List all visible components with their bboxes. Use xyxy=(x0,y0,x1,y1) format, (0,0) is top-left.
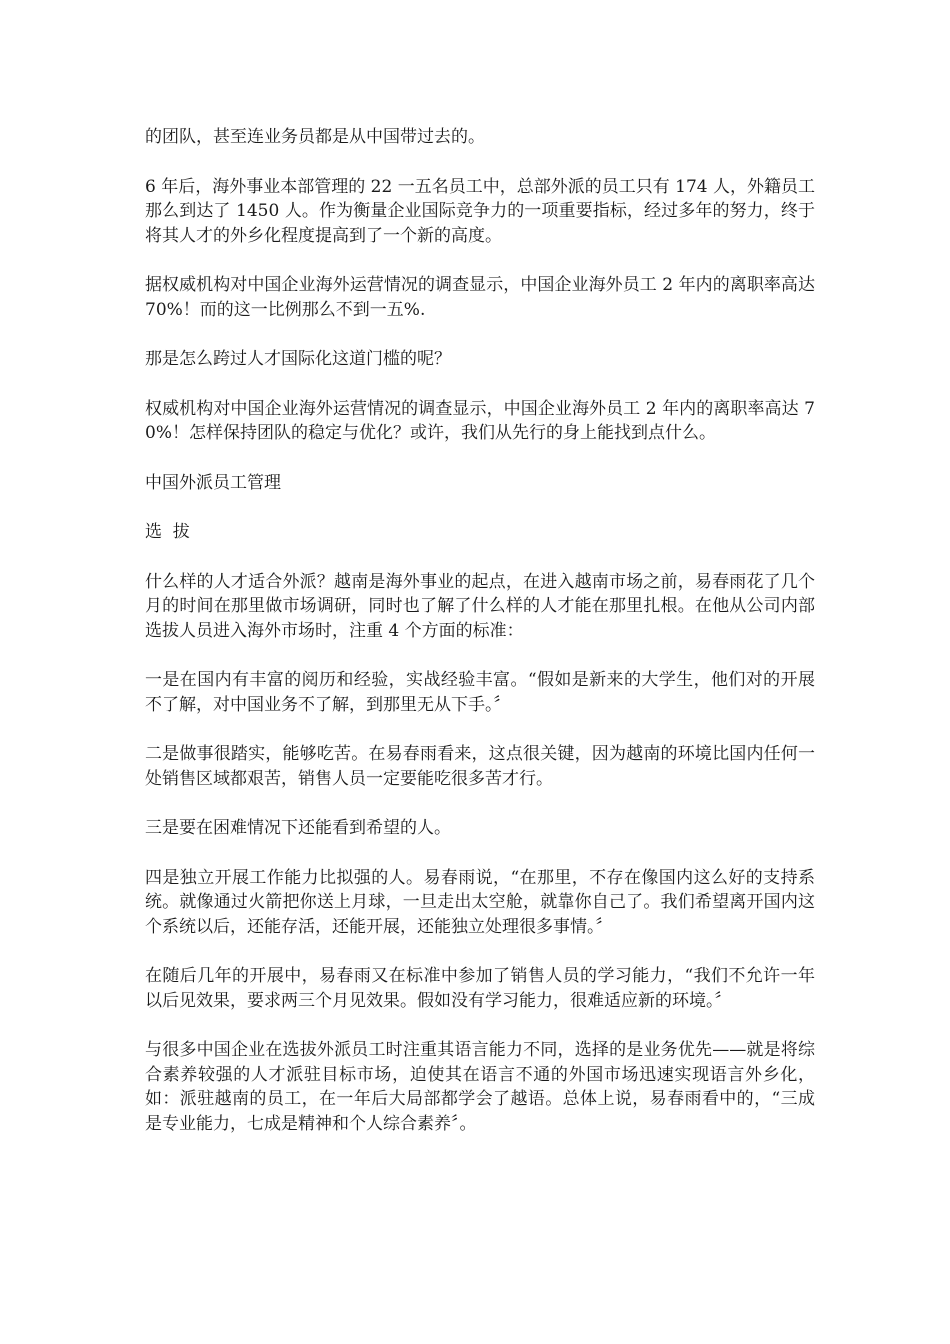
paragraph-team-origin: 的团队，甚至连业务员都是从中国带过去的。 xyxy=(145,127,485,147)
paragraph-team-stability: 权威机构对中国企业海外运营情况的调查显示，中国企业海外员工 2 年内的离职率高达 70%！怎样保持团队的稳定与优化？或许，我们从先行的身上能找到点什么。 xyxy=(145,398,815,443)
paragraph-question: 那是怎么跨过人才国际化这道门槛的呢？ xyxy=(145,349,451,369)
subsection-heading-selection: 选 拔 xyxy=(145,522,190,542)
paragraph-turnover-survey: 据权威机构对中国企业海外运营情况的调查显示，中国企业海外员工 2 年内的离职率高达 70%！而的这一比例那么不到一五%. xyxy=(145,275,815,320)
paragraph-staff-numbers: 6 年后，海外事业本部管理的 22 一五名员工中，总部外派的员工只有 174 人，外籍员工那么到达了 1450 人。作为衡量企业国际竞争力的一项重要指标，经过多年的努力，终于将其人才的外乡化程度提高到了一个新的高度。 xyxy=(145,176,815,246)
paragraph-criterion-three: 三是要在困难情况下还能看到希望的人。 xyxy=(145,818,451,838)
paragraph-criterion-four: 四是独立开展工作能力比拟强的人。易春雨说，“在那里，不存在像国内这么好的支持系统。就像通过火箭把你送上月球，一旦走出太空舱，就靠你自己了。我们希望离开国内这个系统以后，还能存活，还能开展，还能独立处理很多事情。〞 xyxy=(145,867,815,937)
paragraph-criterion-two: 二是做事很踏实，能够吃苦。在易春雨看来，这点很关键，因为越南的环境比国内任何一处销售区域都艰苦，销售人员一定要能吃很多苦才行。 xyxy=(145,744,815,789)
paragraph-business-first: 与很多中国企业在选拔外派员工时注重其语言能力不同，选择的是业务优先——就是将综合素养较强的人才派驻目标市场，迫使其在语言不通的外国市场迅速实现语言外乡化，如：派驻越南的员工，在一年后大局部都学会了越语。总体上说，易春雨看中的，“三成是专业能力，七成是精神和个人综合素养〞。 xyxy=(145,1040,815,1134)
paragraph-criterion-one: 一是在国内有丰富的阅历和经验，实战经验丰富。“假如是新来的大学生，他们对的开展不了解，对中国业务不了解，到那里无从下手。〞 xyxy=(145,670,815,715)
paragraph-selection-intro: 什么样的人才适合外派？越南是海外事业的起点，在进入越南市场之前，易春雨花了几个月的时间在那里做市场调研，同时也了解了什么样的人才能在那里扎根。在他从公司内部选拔人员进入海外市场时，注重 4 个方面的标准： xyxy=(145,571,815,641)
paragraph-learning-ability: 在随后几年的开展中，易春雨又在标准中参加了销售人员的学习能力，“我们不允许一年以后见效果，要求两三个月见效果。假如没有学习能力，很难适应新的环境。〞 xyxy=(145,966,815,1011)
section-heading-expat-management: 中国外派员工管理 xyxy=(145,472,281,493)
document-page xyxy=(145,125,815,1161)
